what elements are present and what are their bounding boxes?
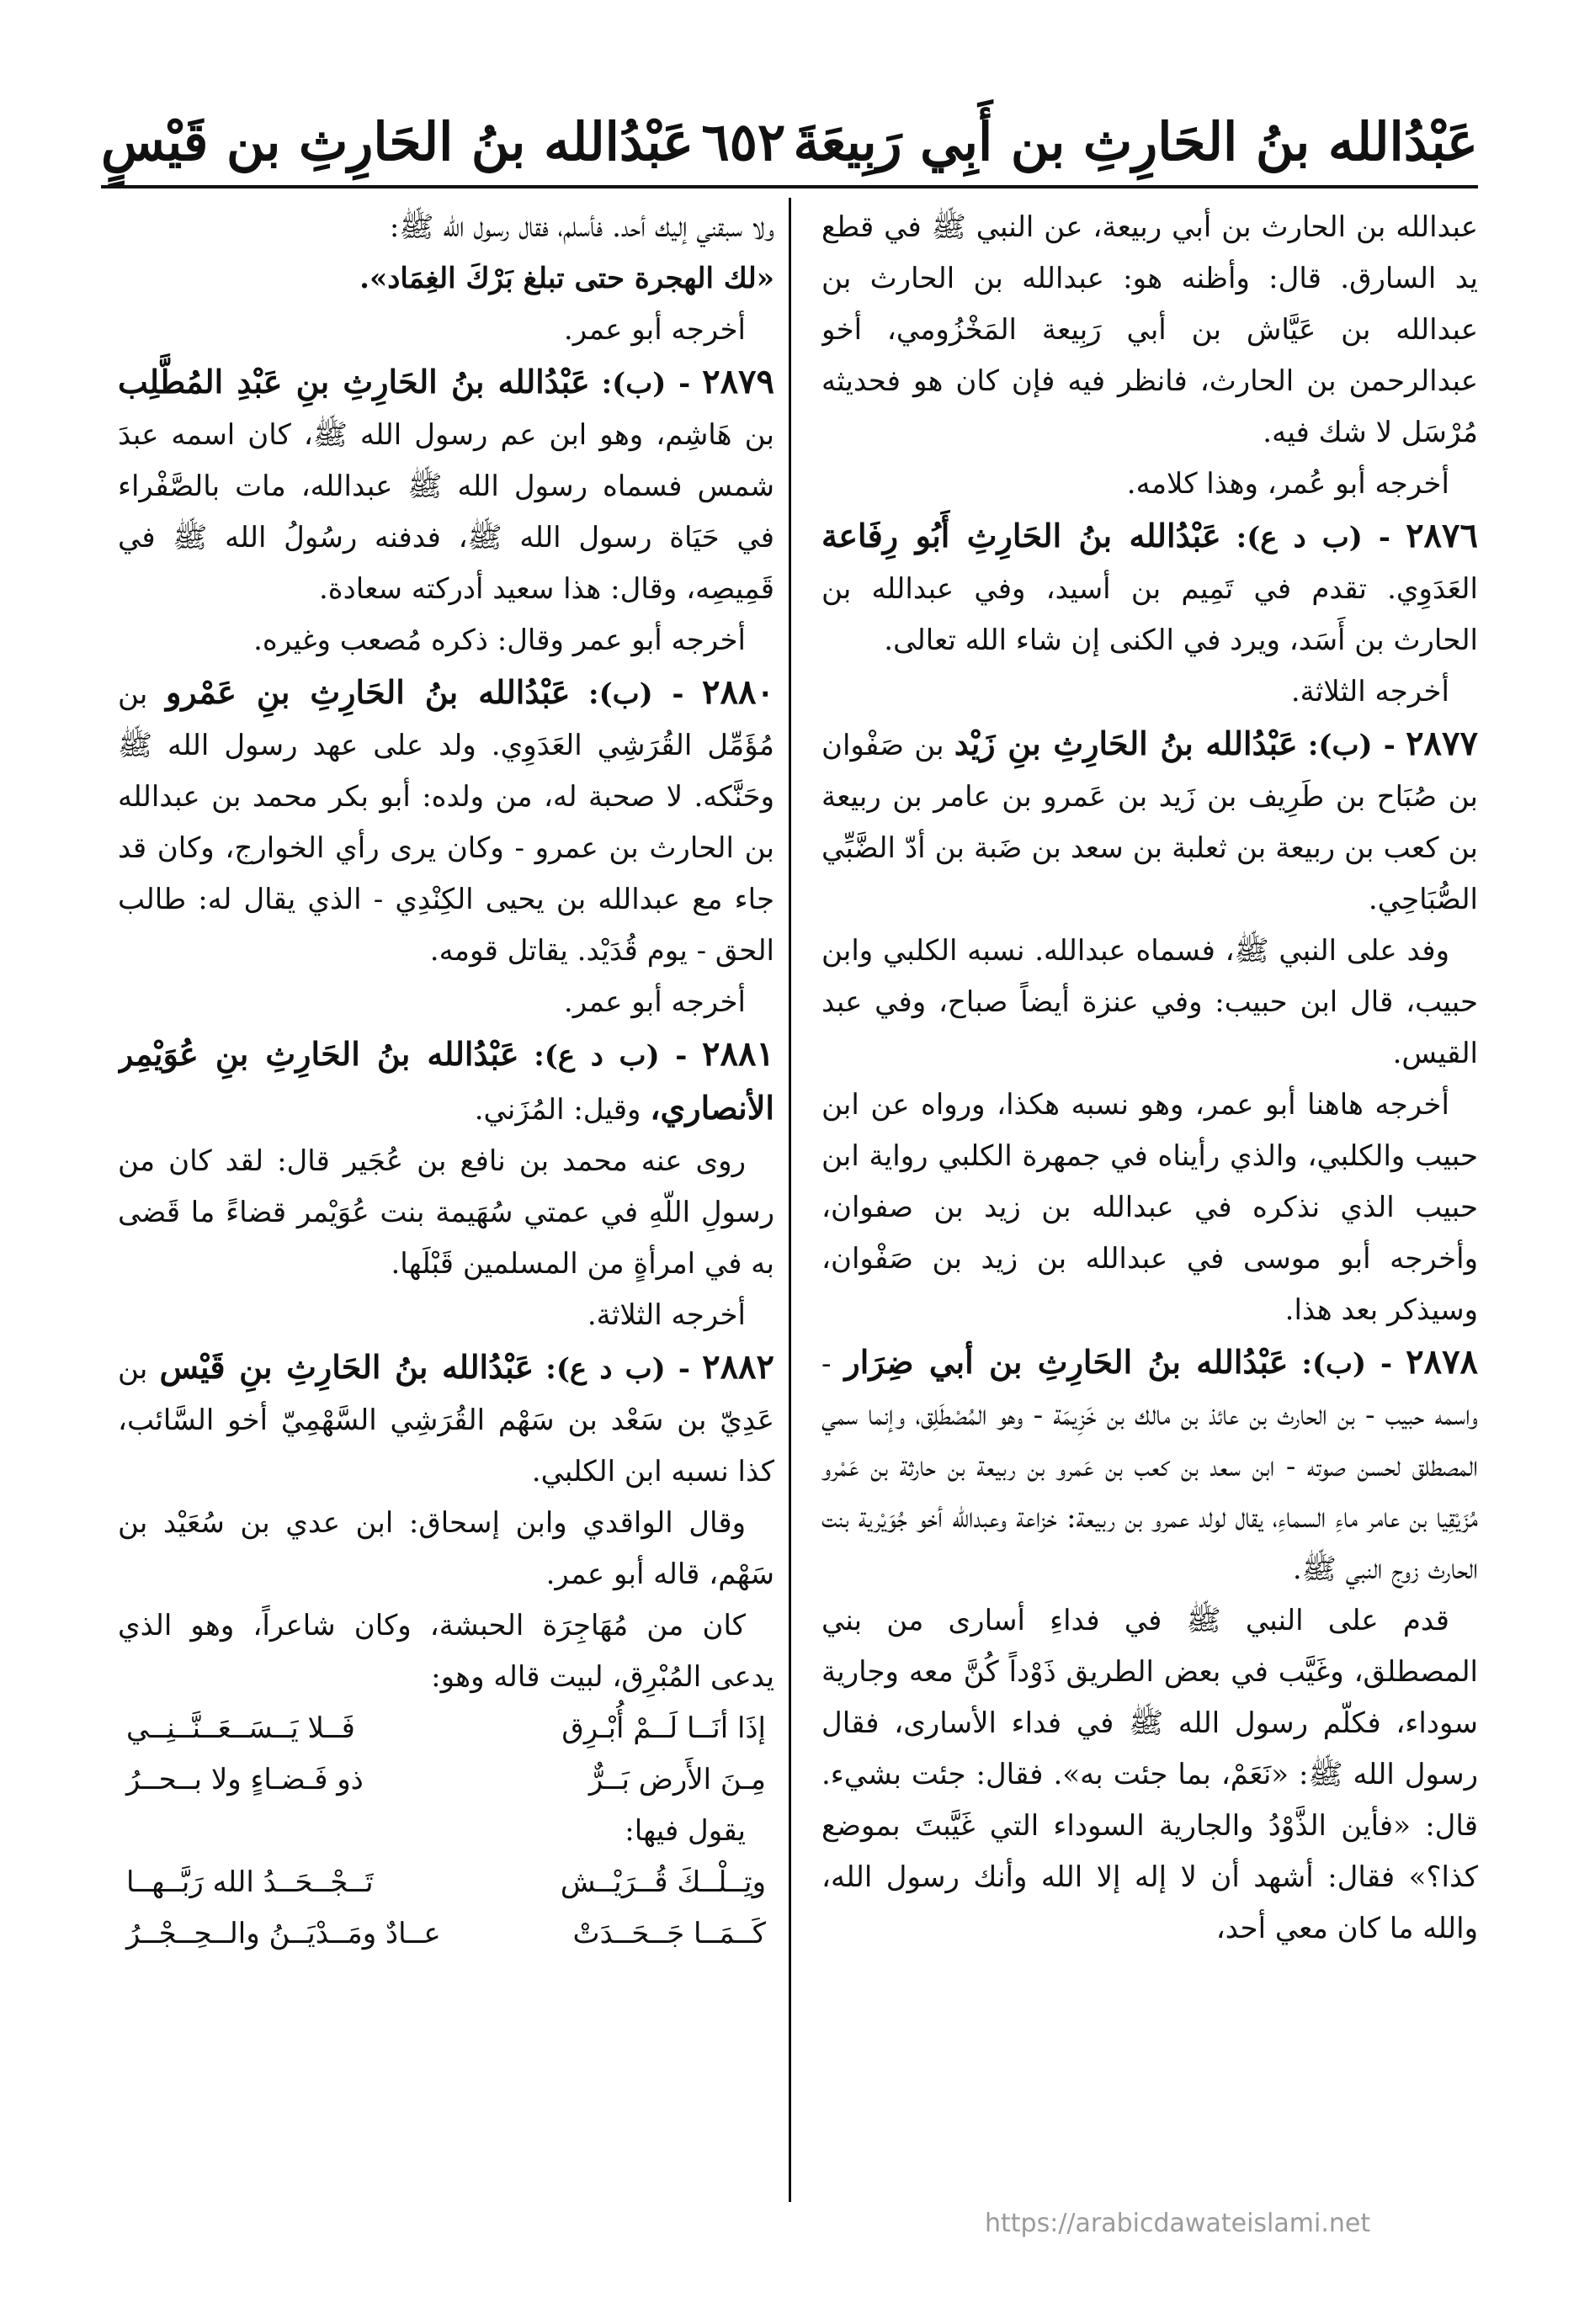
paragraph: وفد على النبي ﷺ، فسماه عبدالله. نسبه الكلبي وابن حبيب، قال ابن حبيب: وفي عنزة أيضاً صباح، وفي عبد القيس.	[821, 934, 1478, 1070]
verse-hemistich-second: فَــلا يَــسَــعَــنَّــنِــي	[126, 1711, 355, 1745]
entry-paragraph	[118, 1028, 774, 1136]
entry-heading: عَبْدُالله بنُ الحَارِثِ بنِ قَيْس	[159, 1348, 534, 1386]
paragraph: أخرجه أبو عُمر، وهذا كلامه.	[1126, 467, 1449, 501]
entry-text: بن صَفْوان بن صُبَاح بن طَرِيف بن زَيد بن عَمرو بن عامر بن ربيعة بن كعب بن ربيعة بن ثعلبة بن سعد بن ضَبة بن أدّ الضَّبِّي الصُّبَاحِي.	[821, 729, 1478, 916]
page-header	[101, 99, 1478, 183]
paragraph: كان من مُهَاجِرَة الحبشة، وكان شاعراً، وهو الذي يدعى المُبْرِق، لبيت قاله وهو:	[118, 1609, 774, 1694]
poem-verse	[118, 1908, 774, 1960]
verse-hemistich-first: إذَا أنَــا لَــمْ أُبْـرِق	[561, 1711, 766, 1745]
paragraph: وقال الواقدي وابن إسحاق: ابن عدي بن سُعَيْد بن سَهْم، قاله أبو عمر.	[118, 1506, 774, 1591]
entry-paragraph	[118, 356, 774, 615]
entry-paragraph	[821, 718, 1478, 926]
entry-heading: عَبْدُالله بنُ الحَارِثِ بنِ عَبْدِ المُطَّلِب	[118, 363, 590, 401]
entry-heading: عَبْدُالله بنُ الحَارِثِ بنِ زَيْد	[954, 724, 1298, 762]
entry-number: ٢٨٧٨	[1406, 1342, 1478, 1382]
left-column	[118, 202, 774, 2206]
entry-paragraph	[118, 1341, 774, 1498]
paragraph: «لك الهجرة حتى تبلغ بَرْكَ الغِمَاد».	[359, 262, 774, 295]
entry-source-code: - (ب):	[601, 367, 691, 401]
entry-source-code: - (ب د ع):	[534, 1039, 688, 1073]
entry-number: ٢٨٨٠	[702, 672, 774, 712]
paragraph: عبدالله بن الحارث بن أبي ربيعة، عن النبي ﷺ في قطع يد السارق. قال: وأظنه هو: عبدالله بن الحارث بن عبدالله بن عَيَّاش بن أبي رَبِيعة المَخْزُومي، أخو عبدالرحمن بن الحارث، فانظر فيه فإن كان هو فحديثه مُرْسَل لا شك فيه.	[821, 210, 1478, 449]
entry-paragraph	[821, 1336, 1478, 1595]
entry-source-code: - (ب):	[588, 677, 684, 711]
column-divider	[789, 198, 791, 2202]
entry-paragraph	[118, 666, 774, 977]
entry-paragraph	[821, 510, 1478, 666]
entry-heading: عَبْدُالله بنُ الحَارِثِ بن أبي ضِرَار	[844, 1343, 1289, 1381]
verse-hemistich-second: عــادٌ ومَــدْيَــنُ والــحِــجْــرُ	[126, 1917, 441, 1950]
entry-source-code: - (ب):	[1307, 729, 1396, 762]
entry-number: ٢٨٧٩	[702, 362, 774, 401]
entry-text: وقيل: المُزَني.	[474, 1093, 641, 1127]
entry-text: بن عَدِيّ بن سَعْد بن سَهْم القُرَشِي السَّهْمِيّ أخو السَّائب، كذا نسبه ابن الكلبي.	[118, 1352, 774, 1488]
entry-number: ٢٨٨٢	[702, 1347, 774, 1387]
paragraph: قدم على النبي ﷺ في فداءِ أسارى من بني المصطلق، وغَيَّب في بعض الطريق ذَوْداً كُنَّ معه وجارية سوداء، فكلّم رسول الله ﷺ في فداء الأسارى، فقال رسول الله ﷺ: «نَعَمْ، بما جئت به». فقال: جئت بشيء. قال: «فأين الذَّوْدُ والجارية السوداء التي غَيَّبتَ بموضع كذا؟» فقال: أشهد أن لا إله إلا الله وأنك رسول الله، والله ما كان معي أحد،	[821, 1604, 1478, 1945]
paragraph: أخرجه الثلاثة.	[587, 1298, 746, 1332]
right-column	[821, 202, 1478, 2206]
header-rule	[101, 185, 1478, 188]
entry-source-code: - (ب):	[1301, 1347, 1393, 1381]
paragraph: أخرجه الثلاثة.	[1290, 675, 1449, 708]
entry-source-code: - (ب د ع):	[545, 1352, 690, 1386]
paragraph: أخرجه هاهنا أبو عمر، وهو نسبه هكذا، ورواه عن ابن حبيب والكلبي، والذي رأيناه في جمهرة الكلبي رواية ابن حبيب الذي نذكره في عبدالله بن زيد بن صفوان، وأخرجه أبو موسى في عبدالله بن زيد بن صَفْوان، وسيذكر بعد هذا.	[821, 1088, 1478, 1327]
verse-hemistich-first: مِـنَ الأَرض بَــرٌّ	[588, 1763, 766, 1796]
verse-hemistich-second: تَــجْــحَــدُ الله رَبَّــهــا	[126, 1865, 374, 1899]
entry-heading: عَبْدُالله بنُ الحَارِثِ أَبُو رِفَاعة	[821, 517, 1221, 554]
entry-heading: عَبْدُالله بنُ الحَارِثِ بنِ عُوَيْمِر الأنصاري،	[118, 1035, 774, 1127]
poem-verse	[118, 1857, 774, 1908]
poem-verse	[118, 1703, 774, 1754]
paragraph: أخرجه أبو عمر وقال: ذكره مُصعب وغيره.	[253, 623, 746, 657]
entry-text: بن مُؤَمِّل القُرَشِي العَدَوِي. ولد على عهد رسول الله ﷺ وحَنَّكه. لا صحبة له، من ولده: أبو بكر محمد بن عبدالله بن الحارث بن عمرو - وكان يرى رأي الخوارج، وكان قد جاء مع عبدالله بن يحيى الكِنْدِي - الذي يقال له: طالب الحق - يوم قُدَيْد. يقاتل قومه.	[118, 677, 774, 968]
entry-number: ٢٨٧٦	[1406, 516, 1478, 555]
entry-source-code: - (ب د ع):	[1236, 521, 1391, 554]
verse-hemistich-first: كَــمَــا جَــحَــدَتْ	[572, 1917, 766, 1950]
header-left-title: عَبْدُالله بنُ الحَارِثِ بن قَيْسٍ	[101, 110, 694, 172]
verse-hemistich-first: وتِــلْــكَ قُــرَيْــش	[560, 1865, 766, 1899]
verse-hemistich-second: ذو فَـضـاءٍ ولا بــحــرُ	[126, 1763, 364, 1796]
entry-text: - واسمه حبيب - بن الحارث بن عائذ بن مالك بن خَزِيمَة - وهو المُصْطَلِق، وإنما سمي المصطلق لحسن صوته - ابن سعد بن كعب بن عَمرو بن ربيعة بن حارثة بن عَمْرو مُزَيْقِيا بن عامر ماءِ السماءِ، يقال لولد عمرو بن ربيعة: خزاعة وعبدالله أخو جُوَيْرية بنت الحارث زوج النبي ﷺ.	[821, 1347, 1478, 1586]
entry-number: ٢٨٧٧	[1406, 724, 1478, 763]
header-right-title: عَبْدُالله بنُ الحَارِثِ بن أَبِي رَبِيعَةَ	[793, 110, 1478, 172]
page-number: ٦٥٢	[701, 110, 786, 172]
paragraph: أخرجه أبو عمر.	[563, 313, 746, 347]
paragraph: أخرجه أبو عمر.	[563, 985, 746, 1019]
entry-text: بن هَاشِم، وهو ابن عم رسول الله ﷺ، كان اسمه عبدَ شمس فسماه رسول الله ﷺ عبدالله، مات بالصَّفْراء في حَيَاة رسول الله ﷺ، فدفنه رسُولُ الله ﷺ في قَمِيصِه، وقال: هذا سعيد أدركته سعادة.	[118, 418, 774, 606]
entry-heading: عَبْدُالله بنُ الحَارِثِ بنِ عَمْرو	[165, 673, 571, 711]
paragraph: ولا سبقني إليك أحد. فأسلم، فقال رسول الله ﷺ:	[389, 210, 774, 244]
entry-text: العَدَوِي. تقدم في تَمِيم بن أسيد، وفي عبدالله بن الحارث بن أَسَد، ويرد في الكنى إن شاء الله تعالى.	[821, 572, 1478, 657]
poem-verse	[118, 1754, 774, 1806]
paragraph: روى عنه محمد بن نافع بن عُجَير قال: لقد كان من رسولِ اللّهِ في عمتي سُهَيمة بنت عُوَيْمر قضاءً ما قَضى به في امرأةٍ من المسلمين قَبْلَها.	[118, 1144, 774, 1281]
entry-number: ٢٨٨١	[702, 1034, 774, 1074]
paragraph: يقول فيها:	[625, 1814, 746, 1848]
watermark: https://arabicdawateislami.net	[985, 2209, 1371, 2238]
